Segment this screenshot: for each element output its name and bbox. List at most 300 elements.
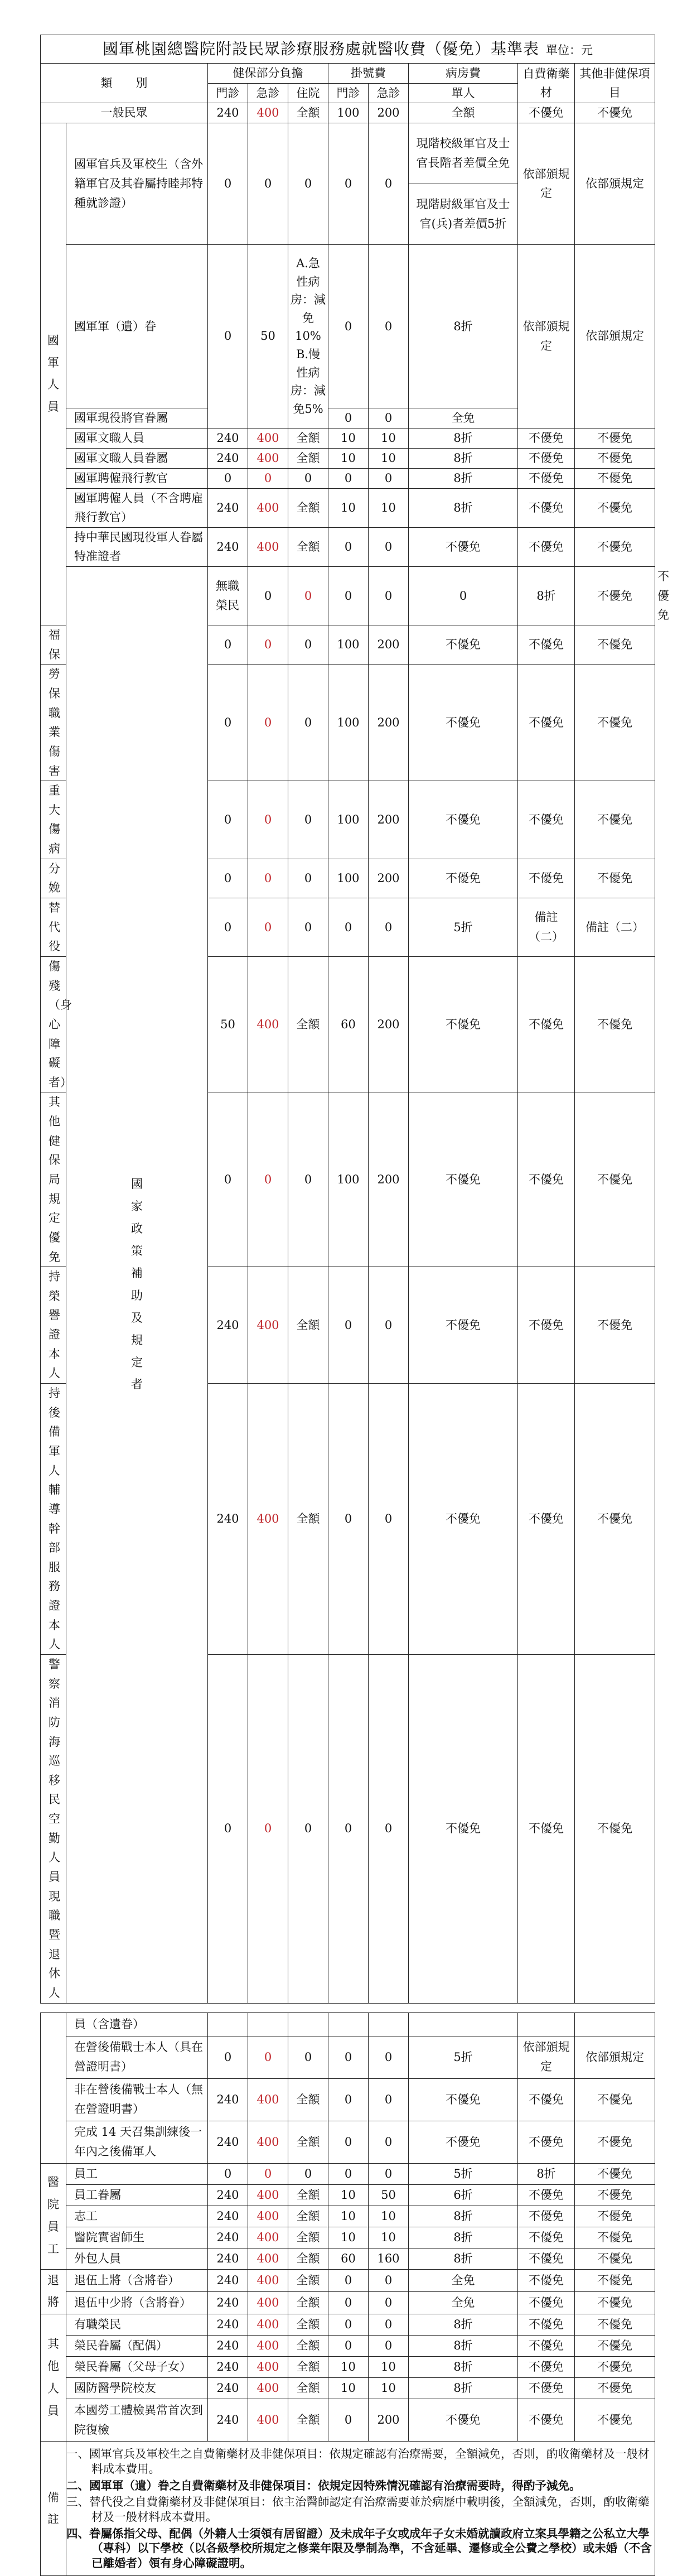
cell-reg-emergency: 10 — [369, 448, 409, 468]
empty-cell — [288, 2012, 328, 2036]
cell-nonnhi: 不優免 — [575, 2163, 655, 2184]
cell-nhi-inpatient: 0 — [288, 625, 328, 665]
cell-ward: 不優免 — [409, 859, 518, 898]
cell-self: 不優免 — [518, 448, 575, 468]
row-label: 非在營後備戰士本人（無在營證明書） — [66, 2078, 208, 2121]
cell-reg-emergency: 0 — [369, 1384, 409, 1655]
cell-nhi-outpatient: 0 — [208, 2163, 248, 2184]
cell-reg-outpatient: 100 — [328, 625, 369, 665]
cell-reg-emergency: 0 — [369, 1655, 409, 2004]
table-row — [41, 2314, 655, 2336]
cell-ward: 全免 — [409, 408, 518, 428]
note-item: 三、替代役之自費衛藥材及非健保項目：依主治醫師認定有治療需要並於病歷中載明後，全額減免，否則，酌收衛藥材及一般材料成本費用。 — [66, 2495, 650, 2524]
cell-reg-emergency: 0 — [369, 123, 409, 244]
table-row — [41, 527, 655, 566]
cell-ward: 8折 — [409, 488, 518, 527]
page-break — [40, 2004, 655, 2012]
cell-self: 不優免 — [518, 468, 575, 488]
table-row — [41, 2121, 655, 2163]
cell-nhi-outpatient: 0 — [208, 244, 248, 428]
row-label: 持中華民國現役軍人眷屬特准證者 — [66, 527, 208, 566]
cell-nonnhi: 不優免 — [575, 2206, 655, 2227]
cell-nonnhi: 不優免 — [575, 468, 655, 488]
cell-reg-outpatient: 0 — [369, 567, 409, 625]
cell-nonnhi: 不優免 — [575, 2184, 655, 2206]
cell-ward: 5折 — [409, 898, 518, 957]
header-inpatient: 住院 — [288, 83, 328, 103]
cell-nonnhi: 不優免 — [575, 1384, 655, 1655]
cell-nhi-emergency: 0 — [248, 2163, 288, 2184]
cell-nhi-inpatient: 0 — [288, 1092, 328, 1267]
table-row — [41, 123, 655, 184]
cell-reg-outpatient: 0 — [328, 1384, 369, 1655]
cell-reg-emergency: 200 — [369, 103, 409, 123]
table-row — [41, 2163, 655, 2184]
cell-nhi-emergency: 0 — [248, 1655, 288, 2004]
cell-nhi-outpatient: 240 — [208, 2227, 248, 2248]
cell-nonnhi: 不優免 — [575, 625, 655, 665]
header-ward: 病房費 — [409, 64, 518, 84]
cell-nhi-inpatient: 0 — [288, 123, 328, 244]
cell-reg-outpatient: 10 — [328, 428, 369, 448]
cell-ward: 全免 — [409, 2269, 518, 2291]
note-item: 四、眷屬係指父母、配偶（外籍人士須領有居留證）及未成年子女或成年子女未婚就讀政府立案具學籍之公私立大學（專科）以下學校（以各級學校所規定之修業年限及學制為準，不含延畢、遷修或全公費之學校）或未婚（不含已離婚者）領有身心障礙證明。 — [66, 2526, 652, 2570]
cell-reg-outpatient: 10 — [328, 2357, 369, 2378]
row-label: 重大傷病 — [41, 781, 66, 859]
cell-nhi-outpatient: 240 — [208, 428, 248, 448]
cell-nonnhi: 不優免 — [575, 2248, 655, 2269]
cell-nhi-emergency: 0 — [248, 625, 288, 665]
cell-self: 8折 — [518, 2163, 575, 2184]
cell-self: 不優免 — [518, 2248, 575, 2269]
cell-nhi-emergency: 400 — [248, 488, 288, 527]
unit-label: 單位：元 — [546, 43, 593, 57]
cell-reg-outpatient: 100 — [328, 103, 369, 123]
notes-row — [41, 2442, 655, 2576]
table-row — [41, 2184, 655, 2206]
cell-nonnhi: 不優免 — [575, 428, 655, 448]
cell-reg-emergency: 0 — [369, 2336, 409, 2357]
cell-self: 不優免 — [518, 103, 575, 123]
fee-schedule-page — [40, 35, 670, 2576]
cell-nonnhi: 不優免 — [575, 665, 655, 781]
cell-self: 不優免 — [518, 2399, 575, 2442]
cell-reg-emergency: 0 — [369, 2291, 409, 2314]
cell-nonnhi: 不優免 — [575, 2291, 655, 2314]
cell-nhi-emergency: 0 — [248, 898, 288, 957]
cell-ward: 8折 — [409, 2336, 518, 2357]
cell-self: 不優免 — [518, 859, 575, 898]
cell-nhi-outpatient: 240 — [208, 527, 248, 566]
cell-nonnhi: 不優免 — [575, 527, 655, 566]
fee-table-part-1 — [40, 35, 670, 2004]
cell-reg-outpatient: 0 — [328, 2291, 369, 2314]
cell-nhi-inpatient: 0 — [288, 2036, 328, 2078]
table-row — [41, 2012, 655, 2036]
cell-nhi-inpatient: 全額 — [288, 2269, 328, 2291]
cell-reg-emergency: 10 — [369, 2357, 409, 2378]
cell-nhi-emergency: 400 — [248, 2314, 288, 2336]
cell-nhi-emergency: 50 — [248, 244, 288, 428]
cell-reg-emergency: 50 — [369, 2184, 409, 2206]
cell-nhi-outpatient: 240 — [208, 1267, 248, 1384]
cell-self: 不優免 — [518, 625, 575, 665]
cell-self: 不優免 — [518, 488, 575, 527]
table-row — [41, 244, 655, 408]
cell-ward: 不優免 — [409, 956, 518, 1092]
cell-self: 不優免 — [518, 2206, 575, 2227]
cell-nhi-outpatient: 240 — [208, 2206, 248, 2227]
row-label: 持後備軍人輔導幹部服務證本人 — [41, 1384, 66, 1655]
cell-ward: 8折 — [518, 567, 575, 625]
cell-reg-emergency: 0 — [369, 898, 409, 957]
cell-nhi-emergency: 0 — [248, 468, 288, 488]
cell-nhi-emergency: 400 — [248, 2399, 288, 2442]
cell-self: 不優免 — [518, 1267, 575, 1384]
cell-nhi-emergency: 0 — [248, 781, 288, 859]
cell-nonnhi: 不優免 — [575, 1092, 655, 1267]
cell-nonnhi: 不優免 — [575, 448, 655, 468]
cell-reg-emergency: 10 — [369, 2206, 409, 2227]
row-label: 勞保職業傷害 — [41, 665, 66, 781]
cell-ward: 不優免 — [409, 625, 518, 665]
cell-self: 不優免 — [518, 2336, 575, 2357]
cell-nhi-outpatient: 0 — [208, 2036, 248, 2078]
cell-nhi-outpatient: 240 — [208, 488, 248, 527]
cell-nhi-inpatient: 0 — [288, 468, 328, 488]
title-text: 國軍桃園總醫院附設民眾診療服務處就醫收費（優免）基準表 — [103, 39, 540, 58]
cell-nhi-emergency: 400 — [248, 428, 288, 448]
table-row — [41, 2248, 655, 2269]
cell-nhi-inpatient: 0 — [328, 567, 369, 625]
cell-nhi-outpatient: 0 — [248, 567, 288, 625]
cell-ward-junior: 現階尉級軍官及士官(兵)者差價5折 — [409, 184, 518, 244]
table-row — [41, 2269, 655, 2291]
cell-nhi-outpatient: 0 — [208, 625, 248, 665]
cell-reg-emergency: 0 — [369, 2163, 409, 2184]
cell-nonnhi: 依部頒規定 — [575, 244, 655, 428]
cell-nhi-inpatient: 0 — [288, 859, 328, 898]
cell-nhi-inpatient: 0 — [288, 781, 328, 859]
row-label: 其他健保局規定優免 — [41, 1092, 66, 1267]
row-label: 國軍軍（遺）眷 — [66, 244, 208, 408]
cell-nhi-emergency: 400 — [248, 2206, 288, 2227]
header-emergency: 急診 — [248, 83, 288, 103]
cell-nhi-inpatient: 全額 — [288, 103, 328, 123]
cell-ward: 8折 — [409, 428, 518, 448]
cell-reg-outpatient: 0 — [328, 2269, 369, 2291]
cell-nhi-inpatient: 0 — [288, 898, 328, 957]
cell-reg-outpatient: 10 — [328, 2206, 369, 2227]
cell-ward: 8折 — [409, 468, 518, 488]
fee-table-part-2 — [40, 2012, 655, 2576]
row-label: 福保 — [41, 625, 66, 665]
cell-nhi-emergency: 400 — [248, 1384, 288, 1655]
cell-reg-emergency: 200 — [369, 781, 409, 859]
cell-nhi-outpatient: 240 — [208, 2357, 248, 2378]
cell-nhi-inpatient: 全額 — [288, 488, 328, 527]
cell-nhi-inpatient: 全額 — [288, 2378, 328, 2399]
cell-self: 不優免 — [518, 428, 575, 448]
cell-ward: 不優免 — [409, 527, 518, 566]
cell-nhi-emergency: 400 — [248, 103, 288, 123]
row-label: 國軍聘僱飛行教官 — [66, 468, 208, 488]
row-label: 國防醫學院校友 — [66, 2378, 208, 2399]
row-label: 分娩 — [41, 859, 66, 898]
cell-nhi-emergency: 0 — [248, 859, 288, 898]
cell-nhi-emergency: 400 — [248, 448, 288, 468]
cell-reg-emergency: 0 — [369, 408, 409, 428]
cell-nhi-outpatient: 240 — [208, 2378, 248, 2399]
table-row — [41, 488, 655, 527]
cell-nhi-inpatient: 全額 — [288, 2206, 328, 2227]
cell-nhi-outpatient: 0 — [208, 781, 248, 859]
cell-ward: 不優免 — [409, 665, 518, 781]
cell-self: 不優免 — [518, 2291, 575, 2314]
cell-reg-outpatient: 100 — [328, 665, 369, 781]
header-reg: 掛號費 — [328, 64, 409, 84]
cell-nhi-outpatient: 0 — [208, 123, 248, 244]
cell-nhi-inpatient: 全額 — [288, 2248, 328, 2269]
row-label: 在營後備戰士本人（具在營證明書） — [66, 2036, 208, 2078]
cell-nhi-inpatient: 0 — [288, 665, 328, 781]
cell-nhi-emergency: 400 — [248, 2357, 288, 2378]
table-title — [41, 35, 655, 64]
cell-nonnhi: 不優免 — [575, 2314, 655, 2336]
cell-reg-emergency: 0 — [409, 567, 518, 625]
row-label: 國軍聘僱人員（不含聘雇飛行教官） — [66, 488, 208, 527]
table-row — [41, 2078, 655, 2121]
cell-reg-outpatient: 0 — [328, 2036, 369, 2078]
cell-nhi-outpatient: 0 — [208, 859, 248, 898]
row-label: 國軍文職人員 — [66, 428, 208, 448]
table-row — [41, 2336, 655, 2357]
cell-self: 依部頒規定 — [518, 244, 575, 428]
cell-reg-outpatient: 100 — [328, 1092, 369, 1267]
cell-nhi-emergency: 400 — [248, 2336, 288, 2357]
cell-nhi-emergency: 0 — [248, 123, 288, 244]
cell-ward: 不優免 — [409, 781, 518, 859]
cell-self: 不優免 — [518, 2314, 575, 2336]
row-label: 有職榮民 — [66, 2314, 208, 2336]
empty-cell — [248, 2012, 288, 2036]
cell-self: 不優免 — [518, 781, 575, 859]
cell-reg-emergency: 200 — [369, 859, 409, 898]
cell-reg-outpatient: 0 — [328, 468, 369, 488]
row-label: 榮民眷屬（父母子女） — [66, 2357, 208, 2378]
cell-nhi-outpatient: 240 — [208, 2184, 248, 2206]
cell-ward: 不優免 — [409, 1267, 518, 1384]
row-label: 退伍上將（含將眷） — [66, 2269, 208, 2291]
cell-reg-emergency: 0 — [369, 468, 409, 488]
cell-reg-outpatient: 100 — [328, 781, 369, 859]
group-label-retired: 退將 — [41, 2269, 66, 2314]
cell-reg-outpatient: 0 — [328, 2121, 369, 2163]
cell-nhi-emergency: 400 — [248, 2078, 288, 2121]
row-label: 外包人員 — [66, 2248, 208, 2269]
row-label: 榮民眷屬（配偶） — [66, 2336, 208, 2357]
cell-reg-emergency: 10 — [369, 2378, 409, 2399]
cell-reg-outpatient: 0 — [328, 1267, 369, 1384]
row-label: 國軍官兵及軍校生（含外籍軍官及其眷屬持睦邦特種就診證） — [66, 123, 208, 244]
cell-ward: 全免 — [409, 2291, 518, 2314]
cell-nhi-outpatient: 240 — [208, 2248, 248, 2269]
header-single-room: 單人 — [409, 83, 518, 103]
cell-nhi-outpatient: 0 — [208, 898, 248, 957]
cell-reg-outpatient: 10 — [328, 2184, 369, 2206]
notes-content — [66, 2442, 655, 2576]
cell-ward: 8折 — [409, 2227, 518, 2248]
cell-reg-outpatient: 0 — [328, 527, 369, 566]
empty-cell — [575, 2012, 655, 2036]
cell-nonnhi: 不優免 — [575, 2269, 655, 2291]
note-item: 二、國軍軍（遺）眷之自費衛藥材及非健保項目：依規定因特殊情況確認有治療需要時，得酌予減免。 — [66, 2478, 581, 2492]
cell-reg-outpatient: 10 — [328, 2378, 369, 2399]
cell-nhi-inpatient: 全額 — [288, 2314, 328, 2336]
cell-ward-senior: 現階校級軍官及士官長階者差價全免 — [409, 123, 518, 184]
cell-reg-outpatient: 0 — [328, 244, 369, 408]
cell-nonnhi: 依部頒規定 — [575, 2036, 655, 2078]
cell-nhi-inpatient: 全額 — [288, 1267, 328, 1384]
cell-nonnhi: 不優免 — [575, 488, 655, 527]
cell-nhi-outpatient: 240 — [208, 2336, 248, 2357]
cell-nhi-outpatient: 240 — [208, 2399, 248, 2442]
cell-nonnhi: 不優免 — [575, 956, 655, 1092]
cell-nhi-emergency: 400 — [248, 2121, 288, 2163]
cell-nhi-outpatient: 240 — [208, 2269, 248, 2291]
cell-nhi-emergency: 0 — [248, 665, 288, 781]
cell-nonnhi: 不優免 — [575, 781, 655, 859]
table-row — [41, 2291, 655, 2314]
cell-nhi-emergency: 0 — [248, 1092, 288, 1267]
cell-self: 不優免 — [518, 2269, 575, 2291]
cell-ward: 8折 — [409, 2314, 518, 2336]
cell-reg-outpatient: 0 — [328, 408, 369, 428]
cell-nhi-emergency: 0 — [288, 567, 328, 625]
cell-nonnhi: 不優免 — [575, 2378, 655, 2399]
cell-nhi-outpatient: 240 — [208, 103, 248, 123]
header-nhi: 健保部分負擔 — [208, 64, 328, 84]
cell-nhi-inpatient: 0 — [288, 2163, 328, 2184]
cell-ward: 5折 — [409, 2163, 518, 2184]
cell-ward: 8折 — [409, 2206, 518, 2227]
row-label: 完成 14 天召集訓練後一年內之後備軍人 — [66, 2121, 208, 2163]
header-outpatient: 門診 — [208, 83, 248, 103]
cell-reg-outpatient: 0 — [328, 2078, 369, 2121]
group-label-other: 其他人員 — [41, 2314, 66, 2442]
row-label: 退伍中少將（含將眷） — [66, 2291, 208, 2314]
cell-nhi-emergency: 400 — [248, 956, 288, 1092]
cell-nhi-outpatient: 0 — [208, 665, 248, 781]
cell-ward: 不優免 — [409, 1384, 518, 1655]
cell-ward: 8折 — [409, 2378, 518, 2399]
cell-self: 依部頒規定 — [518, 2036, 575, 2078]
row-label: 一般民眾 — [41, 103, 208, 123]
cell-reg-outpatient: 60 — [328, 2248, 369, 2269]
group-label-policy: 國家政策補助及規定者 — [66, 567, 208, 2003]
cell-self: 不優免 — [518, 665, 575, 781]
cell-nhi-inpatient: 全額 — [288, 2336, 328, 2357]
cell-nhi-emergency: 0 — [248, 2036, 288, 2078]
table-row — [41, 468, 655, 488]
empty-cell — [208, 2012, 248, 2036]
cell-reg-outpatient: 10 — [328, 448, 369, 468]
empty-cell — [409, 2012, 518, 2036]
row-label: 志工 — [66, 2206, 208, 2227]
cell-nonnhi: 不優免 — [575, 1267, 655, 1384]
cell-nonnhi: 不優免 — [575, 859, 655, 898]
empty-cell — [369, 2012, 409, 2036]
cell-nhi-outpatient: 240 — [208, 448, 248, 468]
cell-reg-emergency: 0 — [369, 2121, 409, 2163]
empty-cell — [328, 2012, 369, 2036]
cell-ward: 不優免 — [409, 2399, 518, 2442]
cell-reg-outpatient: 0 — [328, 2163, 369, 2184]
table-row — [41, 103, 655, 123]
table-row: 國家政策補助及規定者 無職榮民 0 0 0 0 0 8折 不優免 不優免 — [41, 567, 655, 625]
cell-nonnhi: 依部頒規定 — [575, 123, 655, 244]
table-row — [41, 2036, 655, 2078]
cell-self: 不優免 — [518, 2184, 575, 2206]
cell-nonnhi: 不優免 — [575, 2399, 655, 2442]
cell-reg-outpatient: 60 — [328, 956, 369, 1092]
cell-reg-outpatient: 100 — [328, 859, 369, 898]
cell-nonnhi: 不優免 — [575, 2121, 655, 2163]
row-label: 持榮譽證本人 — [41, 1267, 66, 1384]
cell-nhi-emergency: 400 — [248, 1267, 288, 1384]
cell-nhi-outpatient: 0 — [208, 1655, 248, 2004]
cell-reg-emergency: 0 — [369, 244, 409, 408]
cell-self: 不優免 — [518, 2378, 575, 2399]
row-label: 國軍文職人員眷屬 — [66, 448, 208, 468]
cell-self: 依部頒規定 — [518, 123, 575, 244]
cell-nhi-emergency: 400 — [248, 2378, 288, 2399]
group-label-military: 國軍人員 — [41, 123, 66, 625]
row-label: 員工 — [66, 2163, 208, 2184]
cell-nhi-inpatient: 全額 — [288, 2121, 328, 2163]
cell-nhi-inpatient: A.急性病房：減免10% B.慢性病房：減免5% — [288, 244, 328, 428]
row-label: 替代役 — [41, 898, 66, 957]
cell-nhi-emergency: 400 — [248, 2184, 288, 2206]
cell-reg-emergency: 0 — [369, 2314, 409, 2336]
cell-self: 不優免 — [518, 2121, 575, 2163]
group-label-hospital: 醫院員工 — [41, 2163, 66, 2269]
cell-reg-outpatient: 0 — [328, 1655, 369, 2004]
cell-nhi-outpatient: 0 — [208, 468, 248, 488]
row-label: 員工眷屬 — [66, 2184, 208, 2206]
cell-nhi-emergency: 400 — [248, 2227, 288, 2248]
header-reg-emergency: 急診 — [369, 83, 409, 103]
empty-cell — [518, 2012, 575, 2036]
cell-nhi-outpatient: 240 — [208, 2314, 248, 2336]
cell-nonnhi: 不優免 — [575, 103, 655, 123]
cell-nhi-inpatient: 全額 — [288, 527, 328, 566]
cell-reg-emergency: 200 — [369, 1092, 409, 1267]
header-category: 類 別 — [41, 64, 208, 103]
cell-reg-outpatient: 10 — [328, 2227, 369, 2248]
row-label: 醫院實習師生 — [66, 2227, 208, 2248]
cell-nonnhi: 不優免 — [575, 1655, 655, 2004]
cell-reg-emergency: 0 — [369, 2269, 409, 2291]
cell-nhi-inpatient: 全額 — [288, 2399, 328, 2442]
cell-nhi-inpatient: 全額 — [288, 2184, 328, 2206]
notes-label: 備註 — [41, 2442, 66, 2576]
cell-nhi-outpatient: 240 — [208, 2121, 248, 2163]
cell-ward: 全額 — [409, 103, 518, 123]
table-row — [41, 448, 655, 468]
cell-nhi-inpatient: 全額 — [288, 2357, 328, 2378]
cell-self: 不優免 — [518, 1092, 575, 1267]
